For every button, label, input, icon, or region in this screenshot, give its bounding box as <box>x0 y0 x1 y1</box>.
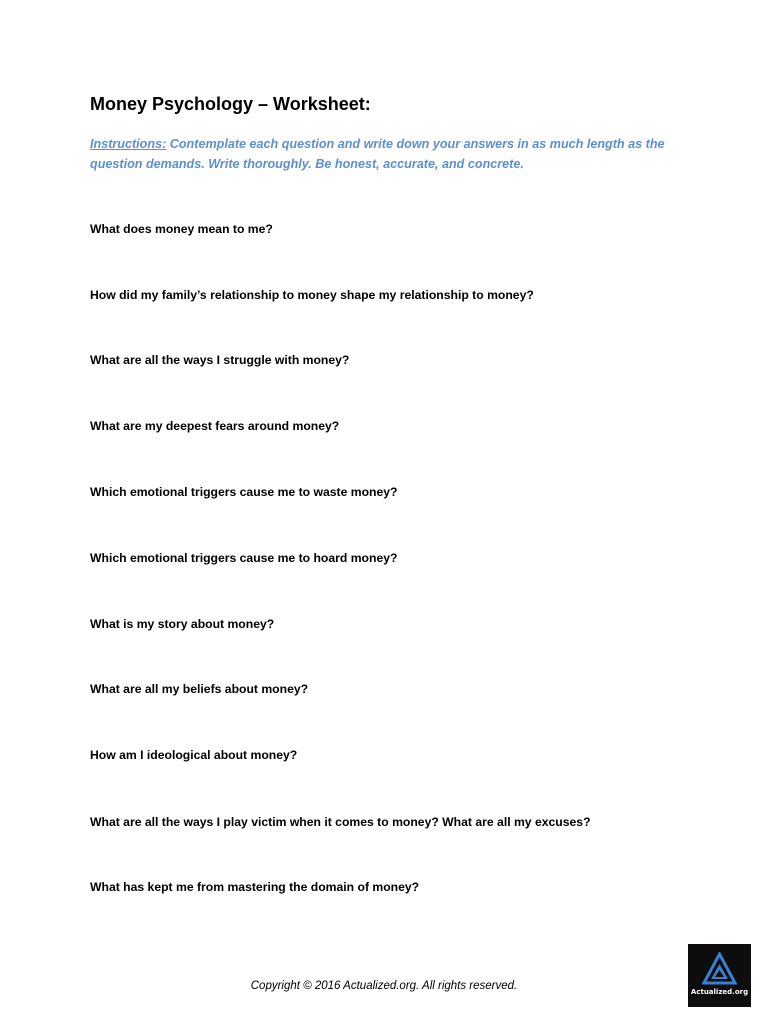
instructions-text: Contemplate each question and write down your answers in as much length as the question demands. Write thoroughly. Be honest, accurate, and concrete. <box>90 137 665 171</box>
question-3: What are all the ways I struggle with money? <box>90 353 350 367</box>
actualized-logo <box>688 944 751 1007</box>
question-2: How did my family’s relationship to money shape my relationship to money? <box>90 288 534 302</box>
question-7: What is my story about money? <box>90 617 275 631</box>
question-9: How am I ideological about money? <box>90 748 298 762</box>
instructions <box>90 134 680 174</box>
copyright-footer: Copyright © 2016 Actualized.org. All rights reserved. <box>250 980 518 992</box>
question-5: Which emotional triggers cause me to waste money? <box>90 485 398 499</box>
instructions-label: Instructions: <box>90 137 167 151</box>
question-11: What has kept me from mastering the domain of money? <box>90 880 420 894</box>
page-title: Money Psychology – Worksheet: <box>90 94 371 114</box>
question-10: What are all the ways I play victim when it comes to money? What are all my excuses? <box>90 815 591 829</box>
question-4: What are my deepest fears around money? <box>90 419 340 433</box>
question-1: What does money mean to me? <box>90 222 273 236</box>
question-6: Which emotional triggers cause me to hoard money? <box>90 551 398 565</box>
question-8: What are all my beliefs about money? <box>90 682 309 696</box>
logo-text: Actualized.org <box>690 988 749 996</box>
triangle-logo-icon <box>702 952 737 986</box>
